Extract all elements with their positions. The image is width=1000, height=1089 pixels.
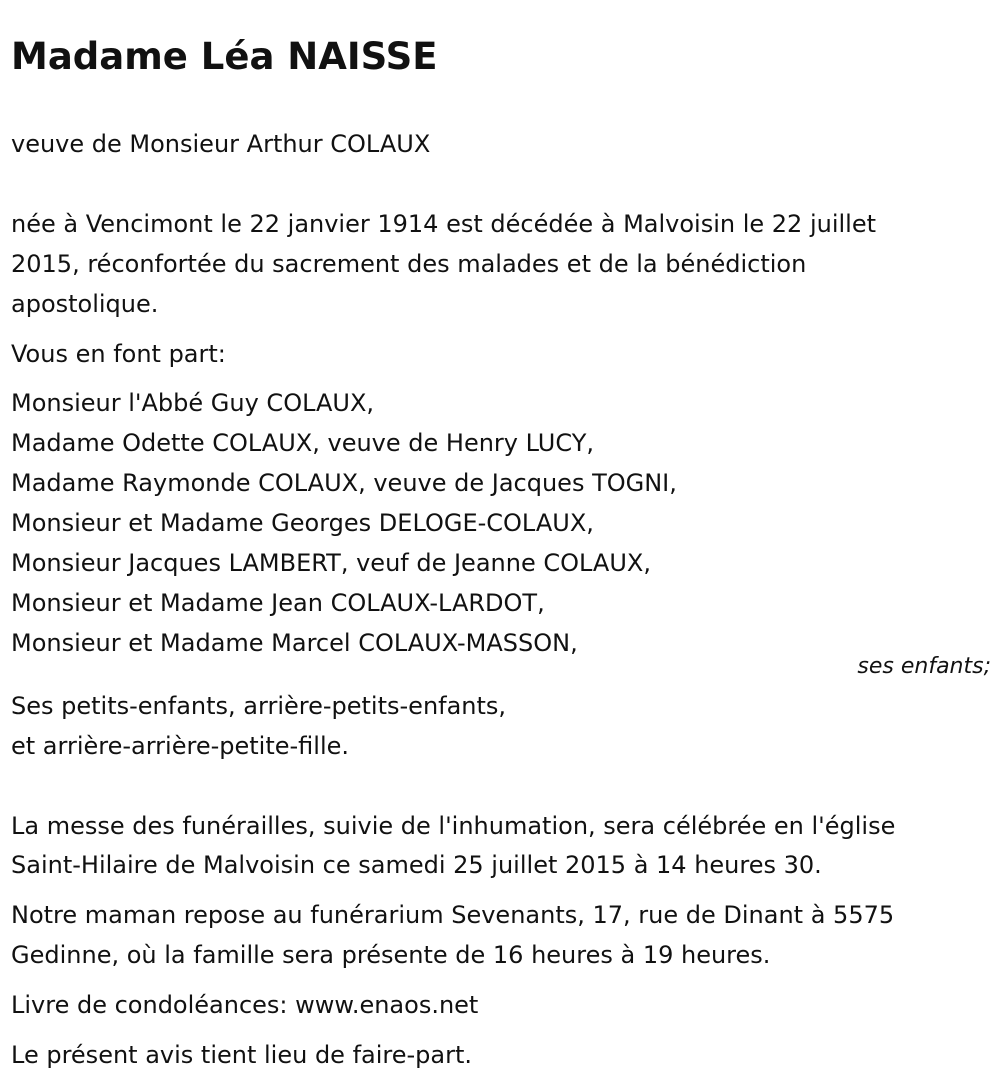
funeral-line-2: Saint-Hilaire de Malvoisin ce samedi 25 juillet 2015 à 14 heures 30. xyxy=(11,851,822,879)
child-line: Monsieur Jacques LAMBERT, veuf de Jeanne COLAUX, xyxy=(11,549,651,577)
child-line: Monsieur et Madame Jean COLAUX-LARDOT, xyxy=(11,589,545,617)
child-line: Madame Raymonde COLAUX, veuve de Jacques TOGNI, xyxy=(11,469,677,497)
viewing-line-1: Notre maman repose au funérarium Sevenants, 17, rue de Dinant à 5575 xyxy=(11,901,895,929)
child-line: Madame Odette COLAUX, veuve de Henry LUCY, xyxy=(11,429,594,457)
widow-of-line: veuve de Monsieur Arthur COLAUX xyxy=(11,130,431,158)
child-line: Monsieur et Madame Georges DELOGE-COLAUX, xyxy=(11,509,594,537)
child-line: Monsieur l'Abbé Guy COLAUX, xyxy=(11,389,375,417)
birth-death-line-2: 2015, réconfortée du sacrement des malades et de la bénédiction xyxy=(11,250,807,278)
descendants-line-2: et arrière-arrière-petite-fille. xyxy=(11,732,350,760)
condolences-line: Livre de condoléances: www.enaos.net xyxy=(11,991,479,1019)
funeral-line-1: La messe des funérailles, suivie de l'inhumation, sera célébrée en l'église xyxy=(11,812,896,840)
deceased-name: Madame Léa NAISSE xyxy=(11,35,438,78)
children-label: ses enfants; xyxy=(857,654,991,679)
child-line: Monsieur et Madame Marcel COLAUX-MASSON, xyxy=(11,629,578,657)
announcement-line: Vous en font part: xyxy=(11,340,226,368)
birth-death-line-1: née à Vencimont le 22 janvier 1914 est décédée à Malvoisin le 22 juillet xyxy=(11,210,877,238)
closing-line: Le présent avis tient lieu de faire-part. xyxy=(11,1041,473,1069)
birth-death-line-3: apostolique. xyxy=(11,290,159,318)
viewing-line-2: Gedinne, où la famille sera présente de 16 heures à 19 heures. xyxy=(11,941,771,969)
descendants-line-1: Ses petits-enfants, arrière-petits-enfants, xyxy=(11,692,507,720)
